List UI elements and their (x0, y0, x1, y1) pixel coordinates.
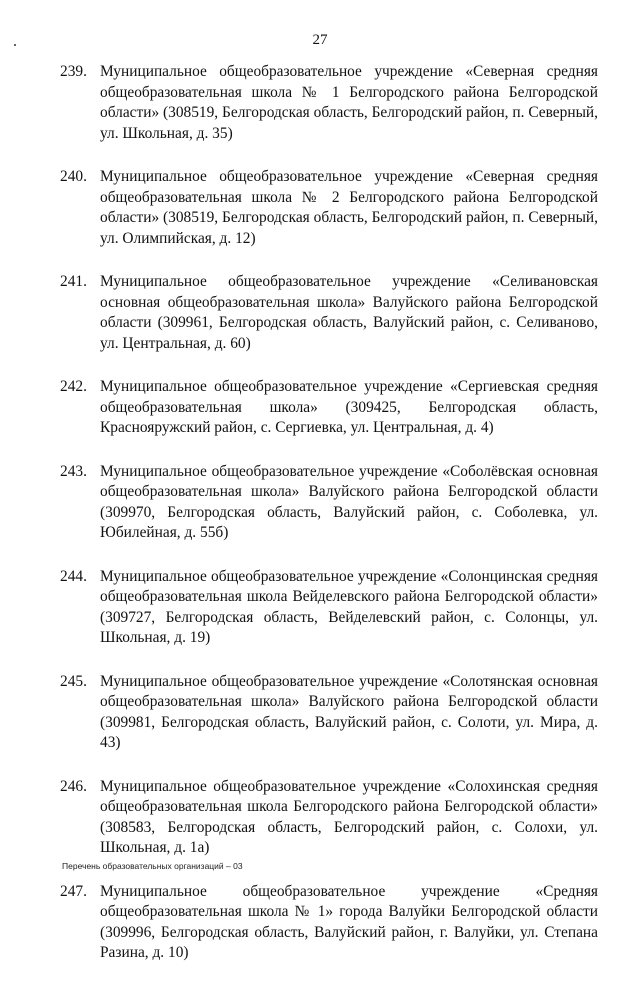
item-text: Муниципальное общеобразовательное учреждение «Солохинская средняя общеобразовательная школа Белгородского района Белгородской области» (308583, Белгородская область, Белгородский район, с. Солохи, ул. Школьная, д. 1а) (100, 777, 598, 856)
list-item (60, 167, 598, 249)
item-number: 244. (60, 567, 87, 585)
item-text: Муниципальное общеобразовательное учреждение «Средняя общеобразовательная школа № 1» города Валуйки Белгородской области (309996, Белгородская область, Валуйский район, г. Валуйки, ул. Степана Разина, д. 10) (100, 882, 598, 961)
list-item (60, 62, 598, 144)
item-text: Муниципальное общеобразовательное учреждение «Солотянская основная общеобразовательная школа» Валуйского района Белгородской области (309981, Белгородская область, Валуйский район, с. Солоти, ул. Мира, д. 43) (100, 672, 598, 751)
list-item (60, 272, 598, 354)
list-item (60, 567, 598, 649)
item-number: 245. (60, 672, 87, 690)
item-text: Муниципальное общеобразовательное учреждение «Солонцинская средняя общеобразовательная школа Вейделевского района Белгородской области» (309727, Белгородская область, Вейделевский район, с. Солонцы, ул. Школьная, д. 19) (100, 567, 598, 646)
document-footer: Перечень образовательных организаций – 03 (62, 861, 243, 871)
item-number: 240. (60, 168, 87, 185)
item-number: 241. (60, 273, 87, 290)
item-number: 239. (60, 63, 87, 80)
list-item (60, 377, 598, 439)
page-number: 27 (312, 32, 328, 48)
item-number: 247. (60, 882, 87, 900)
list-item (60, 777, 598, 859)
item-number: 242. (60, 378, 87, 395)
item-text: Муниципальное общеобразовательное учреждение «Соболёвская основная общеобразовательная школа» Валуйского района Белгородской области (309970, Белгородская область, Валуйский район, с. Соболевка, ул. Юбилейная, д. 55б) (100, 462, 598, 541)
item-number: 243. (60, 462, 87, 480)
item-number: 246. (60, 777, 87, 795)
item-text: Муниципальное общеобразовательное учреждение «Северная средняя общеобразовательная школа № 1 Белгородского района Белгородской области» (308519, Белгородская область, Белгородский район, п. Северный, ул. Школьная, д. 35) (100, 63, 598, 142)
list-item (60, 462, 598, 544)
item-text: Муниципальное общеобразовательное учреждение «Селивановская основная общеобразовательная школа» Валуйского района Белгородской области (309961, Белгородская область, Валуйский район, с. Селиваново, ул. Центральная, д. 60) (100, 273, 598, 352)
item-text: Муниципальное общеобразовательное учреждение «Северная средняя общеобразовательная школа № 2 Белгородского района Белгородской области» (308519, Белгородская область, Белгородский район, п. Северный, ул. Олимпийская, д. 12) (100, 168, 598, 247)
organization-list (60, 62, 598, 987)
list-item (60, 882, 598, 964)
list-item (60, 672, 598, 754)
item-text: Муниципальное общеобразовательное учреждение «Сергиевская средняя общеобразовательная школа» (309425, Белгородская область, Краснояружский район, с. Сергиевка, ул. Центральная, д. 4) (100, 378, 598, 436)
